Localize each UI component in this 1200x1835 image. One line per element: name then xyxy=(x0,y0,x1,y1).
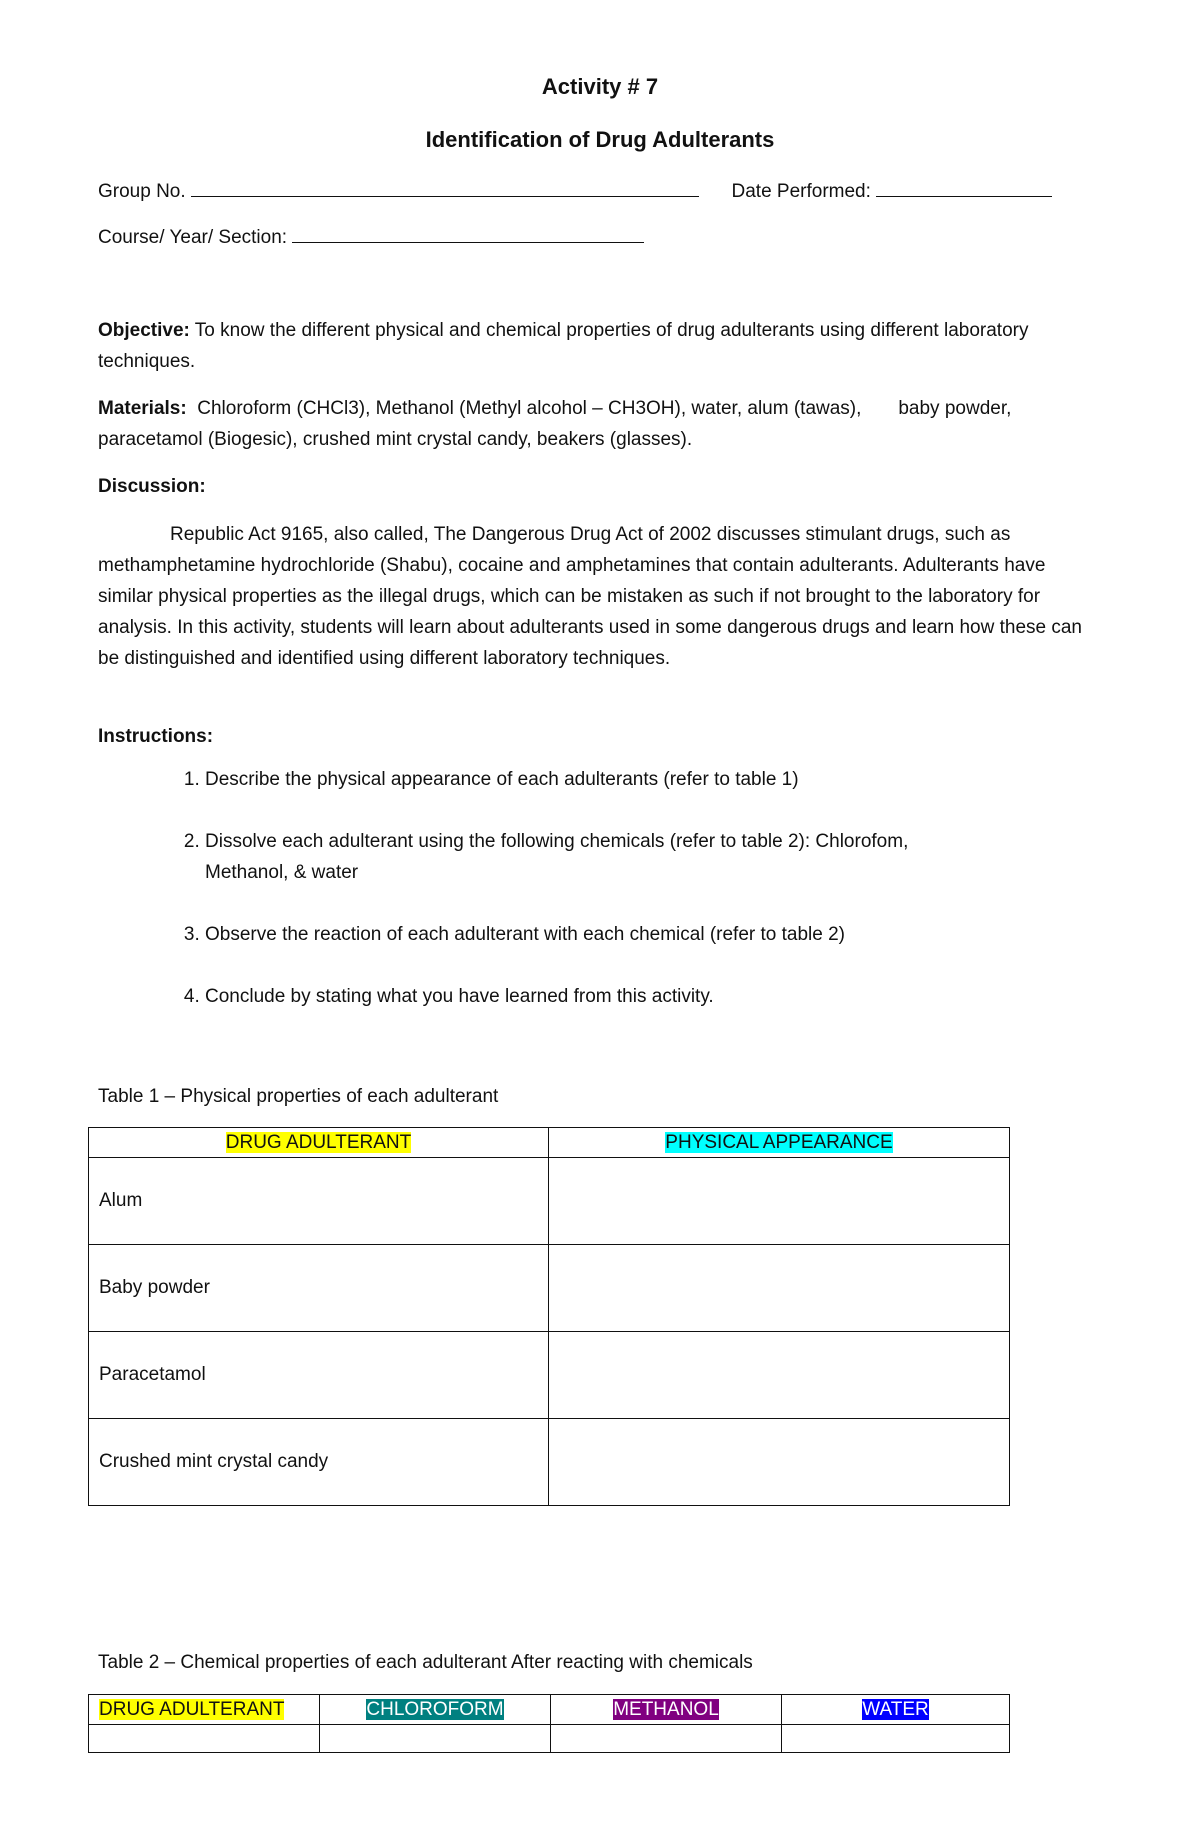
instruction-item: 3. Observe the reaction of each adulterant with each chemical (refer to table 2) xyxy=(205,919,1105,950)
table1-cell-appearance[interactable] xyxy=(549,1419,1010,1506)
table1-cell-adulterant: Baby powder xyxy=(89,1245,549,1332)
instruction-item: 4. Conclude by stating what you have learned from this activity. xyxy=(205,981,1105,1012)
table2-caption: Table 2 – Chemical properties of each adulterant After reacting with chemicals xyxy=(98,1652,753,1673)
table-row xyxy=(89,1725,1010,1753)
group-label: Group No. xyxy=(98,181,186,202)
materials-text: Chloroform (CHCl3), Methanol (Methyl alcohol – CH3OH), water, alum (tawas), baby powder, paracetamol (Biogesic), crushed mint crystal candy, beakers (glasses). xyxy=(98,398,1017,450)
materials-label: Materials: xyxy=(98,398,187,419)
table2-cell[interactable] xyxy=(89,1725,320,1753)
materials-paragraph xyxy=(98,393,1103,455)
table2-header-drug: DRUG ADULTERANT xyxy=(99,1698,285,1720)
group-field[interactable] xyxy=(191,196,699,197)
table-chemical-properties xyxy=(88,1694,1010,1753)
course-field[interactable] xyxy=(292,242,644,243)
instructions-label: Instructions: xyxy=(98,726,214,747)
table1-header-appearance: PHYSICAL APPEARANCE xyxy=(665,1131,893,1153)
table2-cell[interactable] xyxy=(320,1725,551,1753)
table-physical-properties xyxy=(88,1127,1010,1506)
discussion-label: Discussion: xyxy=(98,476,206,497)
table1-caption: Table 1 – Physical properties of each adulterant xyxy=(98,1086,499,1107)
table1-header-row xyxy=(89,1128,1010,1158)
course-label: Course/ Year/ Section: xyxy=(98,227,288,248)
table-row xyxy=(89,1158,1010,1245)
table1-cell-appearance[interactable] xyxy=(549,1245,1010,1332)
table2-header-chloroform: CHLOROFORM xyxy=(366,1698,504,1720)
table1-cell-adulterant: Crushed mint crystal candy xyxy=(89,1419,549,1506)
instructions-list xyxy=(98,764,1105,1043)
page-title: Identification of Drug Adulterants xyxy=(425,127,775,152)
table-row xyxy=(89,1245,1010,1332)
table1-cell-adulterant: Paracetamol xyxy=(89,1332,549,1419)
table1-cell-appearance[interactable] xyxy=(549,1332,1010,1419)
date-field[interactable] xyxy=(876,196,1052,197)
activity-number: Activity # 7 xyxy=(541,74,659,99)
table-row xyxy=(89,1332,1010,1419)
objective-text: To know the different physical and chemical properties of drug adulterants using different laboratory techniques. xyxy=(98,320,1029,372)
table2-header-methanol: METHANOL xyxy=(613,1698,719,1720)
table2-header-row xyxy=(89,1695,1010,1725)
table-row xyxy=(89,1419,1010,1506)
course-row xyxy=(98,222,1108,253)
table1-cell-adulterant: Alum xyxy=(89,1158,549,1245)
table2-cell[interactable] xyxy=(551,1725,782,1753)
table2-cell[interactable] xyxy=(782,1725,1010,1753)
table1-cell-appearance[interactable] xyxy=(549,1158,1010,1245)
table1-header-drug: DRUG ADULTERANT xyxy=(225,1131,412,1153)
table2-header-water: WATER xyxy=(862,1698,929,1720)
group-row xyxy=(98,176,1108,207)
date-label: Date Performed: xyxy=(731,181,871,202)
objective-paragraph xyxy=(98,315,1103,377)
instruction-item: 2. Dissolve each adulterant using the following chemicals (refer to table 2): Chlorofom, Methanol, & water xyxy=(205,826,925,888)
discussion-text: Republic Act 9165, also called, The Dangerous Drug Act of 2002 discusses stimulant drugs, such as methamphetamine hydrochloride (Shabu), cocaine and amphetamines that contain adulterants. Adulterants have similar physical properties as the illegal drugs, which can be mistaken as such if not brought to the laboratory for analysis. In this activity, students will learn about adulterants used in some dangerous drugs and learn how these can be distinguished and identified using different laboratory techniques. xyxy=(98,524,1082,669)
objective-label: Objective: xyxy=(98,320,190,341)
instruction-item: 1. Describe the physical appearance of each adulterants (refer to table 1) xyxy=(205,764,1105,795)
